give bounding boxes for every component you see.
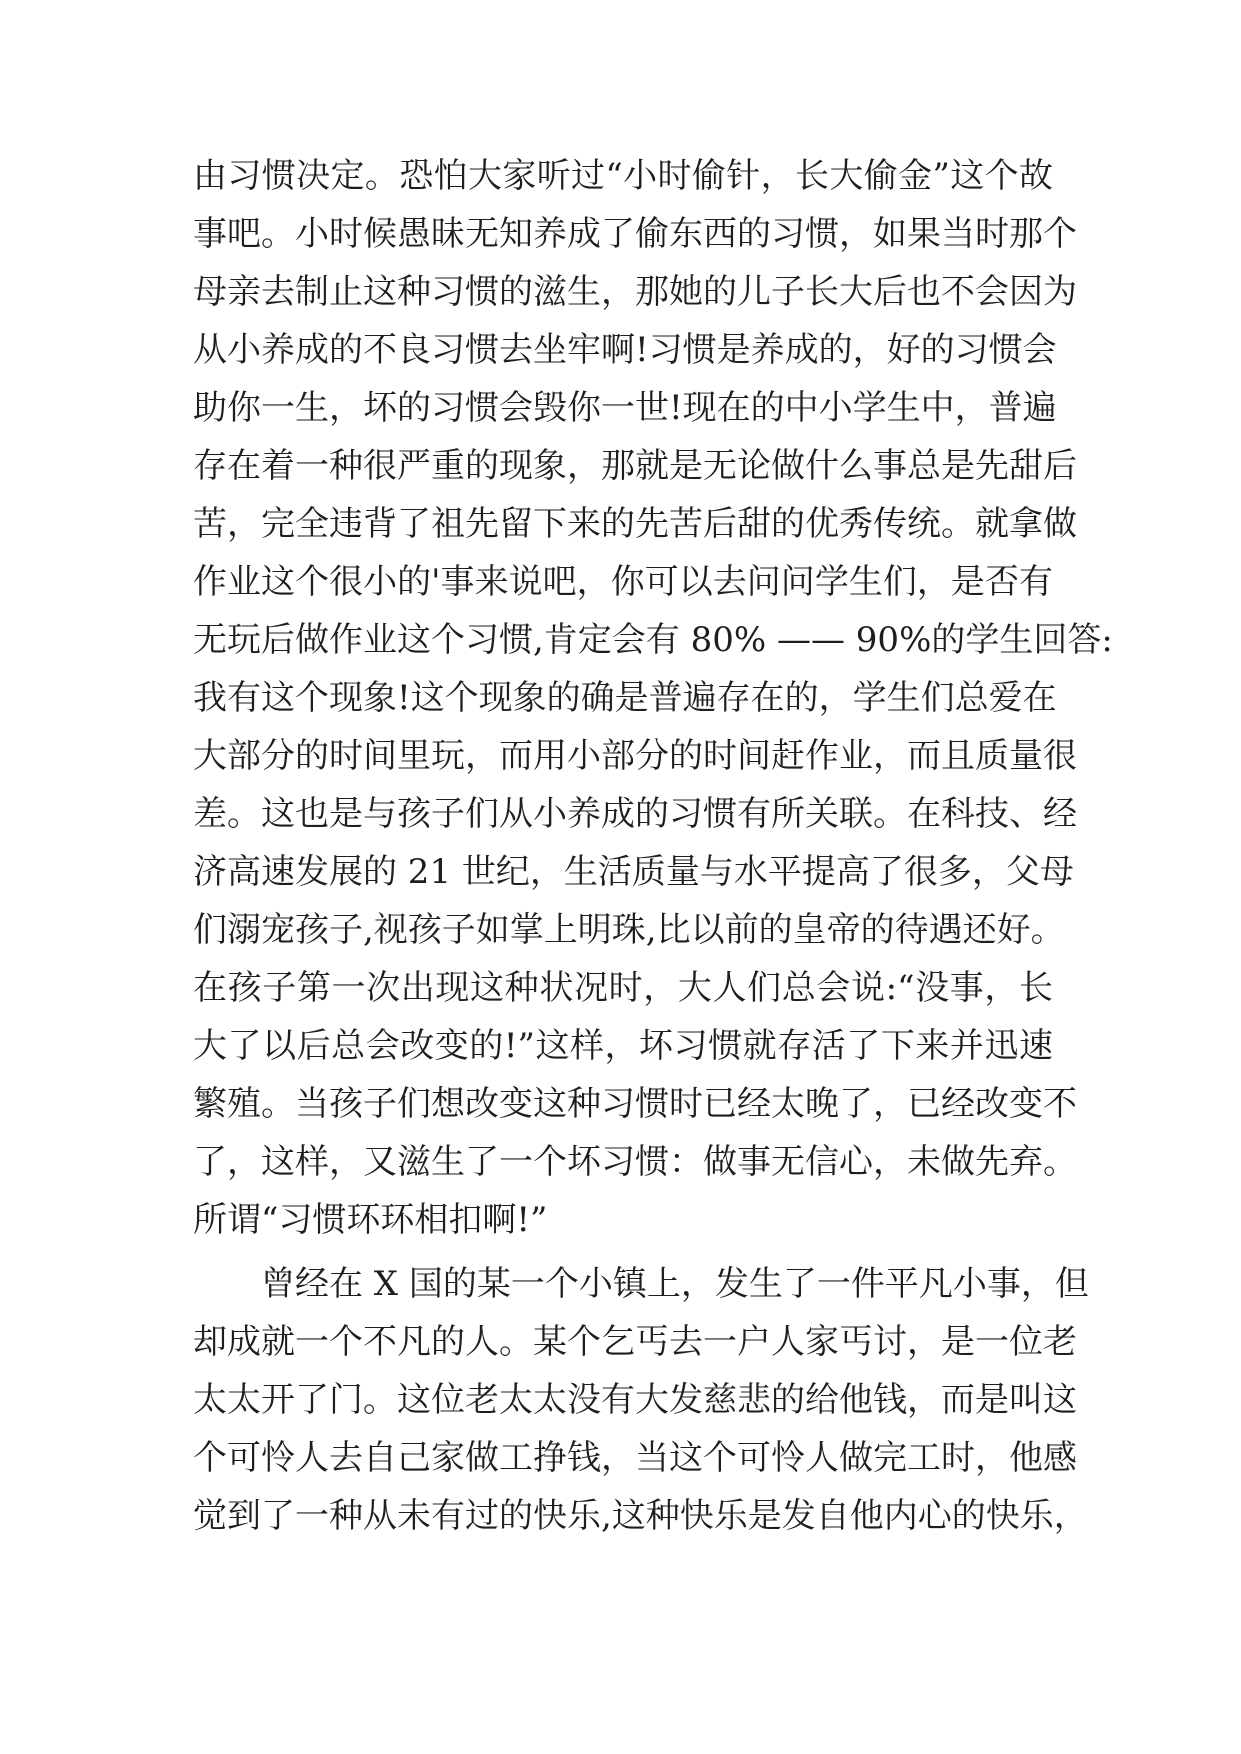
text-line: 从小养成的不良习惯去坐牢啊!习惯是养成的，好的习惯会 <box>193 330 1057 370</box>
text-line: 母亲去制止这种习惯的滋生，那她的儿子长大后也不会因为 <box>193 272 1077 312</box>
text-line: 苦，完全违背了祖先留下来的先苦后甜的优秀传统。就拿做 <box>193 504 1077 544</box>
text-line: 个可怜人去自己家做工挣钱，当这个可怜人做完工时，他感 <box>193 1438 1077 1478</box>
text-line: 大部分的时间里玩，而用小部分的时间赶作业，而且质量很 <box>193 736 1077 776</box>
text-line: 作业这个很小的'事来说吧，你可以去问问学生们，是否有 <box>193 562 1053 602</box>
text-line: 存在着一种很严重的现象，那就是无论做什么事总是先甜后 <box>193 446 1077 486</box>
text-line: 无玩后做作业这个习惯,肯定会有 80% —— 90%的学生回答: <box>193 620 1113 660</box>
text-line: 由习惯决定。恐怕大家听过“小时偷针，长大偷金”这个故 <box>193 156 1053 196</box>
text-line: 差。这也是与孩子们从小养成的习惯有所关联。在科技、经 <box>193 794 1077 834</box>
text-line: 在孩子第一次出现这种状况时，大人们总会说:“没事，长 <box>193 968 1053 1008</box>
text-line-paragraph-start: 曾经在 X 国的某一个小镇上，发生了一件平凡小事，但 <box>261 1264 1089 1304</box>
text-line: 却成就一个不凡的人。某个乞丐去一户人家丐讨，是一位老 <box>193 1322 1077 1362</box>
text-line: 事吧。小时候愚昧无知养成了偷东西的习惯，如果当时那个 <box>193 214 1077 254</box>
text-line: 助你一生，坏的习惯会毁你一世!现在的中小学生中，普遍 <box>193 388 1057 428</box>
text-line: 了，这样，又滋生了一个坏习惯：做事无信心，未做先弃。 <box>193 1142 1077 1182</box>
text-line: 繁殖。当孩子们想改变这种习惯时已经太晚了，已经改变不 <box>193 1084 1077 1124</box>
text-line: 太太开了门。这位老太太没有大发慈悲的给他钱，而是叫这 <box>193 1380 1077 1420</box>
text-line: 我有这个现象!这个现象的确是普遍存在的，学生们总爱在 <box>193 678 1057 718</box>
text-line: 觉到了一种从未有过的快乐,这种快乐是发自他内心的快乐， <box>193 1496 1088 1536</box>
text-line: 们溺宠孩子,视孩子如掌上明珠,比以前的皇帝的待遇还好。 <box>193 910 1065 950</box>
text-line: 所谓“习惯环环相扣啊!” <box>193 1200 548 1240</box>
text-line: 大了以后总会改变的!”这样，坏习惯就存活了下来并迅速 <box>193 1026 1053 1066</box>
text-line: 济高速发展的 21 世纪，生活质量与水平提高了很多，父母 <box>193 852 1074 892</box>
